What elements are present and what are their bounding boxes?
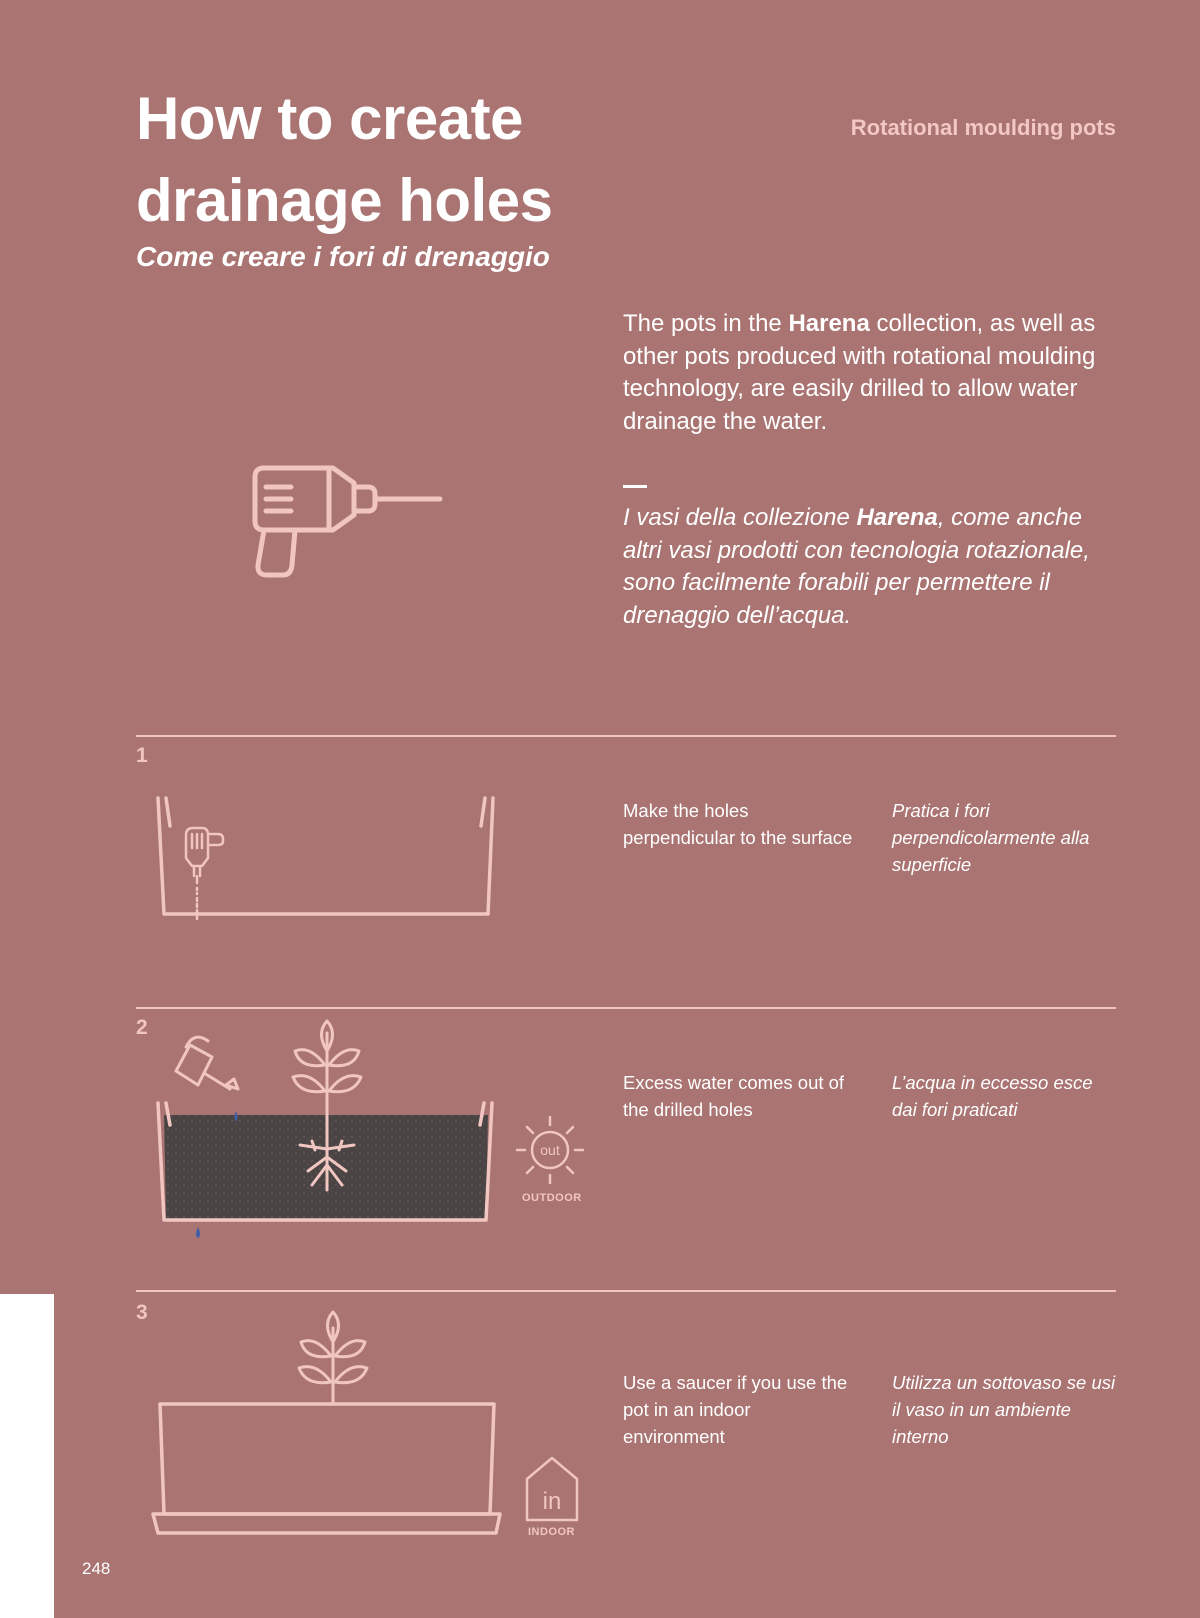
step-3-text-en: Use a saucer if you use the pot in an indoor environment — [623, 1372, 848, 1447]
step-2-number: 2 — [136, 1016, 148, 1039]
step-3-divider — [136, 1290, 1116, 1292]
page-edge — [0, 1294, 54, 1618]
step-2-text-en: Excess water comes out of the drilled holes — [623, 1072, 845, 1120]
house-icon-text: in — [542, 1488, 562, 1515]
intro-italian — [623, 502, 1123, 632]
small-drill-icon — [186, 828, 223, 920]
intro-english — [623, 308, 1123, 438]
sun-icon — [515, 1115, 585, 1185]
pot-with-soil — [158, 1103, 492, 1220]
intro-it-text-1: I vasi della collezione — [623, 504, 857, 531]
outdoor-label: OUTDOOR — [522, 1192, 582, 1204]
house-icon — [524, 1455, 580, 1523]
step-1-text-en: Make the holes perpendicular to the surface — [623, 800, 853, 848]
step-1-text-it: Pratica i fori perpendicolarmente alla superficie — [892, 800, 1090, 875]
pot-outline-icon — [160, 1404, 494, 1514]
drain-drop-icon — [196, 1227, 200, 1238]
intro-it-text-2: , come anche altri vasi prodotti con tecnologia rotazionale, sono facilmente forabili per permettere il drenaggio dell’acqua. — [623, 504, 1090, 629]
intro-it-brand: Harena — [856, 504, 938, 531]
step-3-number: 3 — [136, 1301, 148, 1324]
page-number: 248 — [82, 1559, 111, 1578]
step-2-divider — [136, 1007, 1116, 1009]
separator-dash — [623, 485, 647, 488]
intro-en-text-1: The pots in the — [623, 310, 789, 337]
page-title — [136, 78, 552, 242]
watering-can-icon — [176, 1037, 238, 1089]
step-2-illustration — [150, 1015, 500, 1240]
page-subtitle: Come creare i fori di drenaggio — [136, 241, 550, 272]
plant-icon — [299, 1312, 367, 1403]
step-1-illustration — [150, 790, 500, 920]
title-line-2: drainage holes — [136, 167, 553, 234]
drill-icon — [250, 465, 450, 580]
step-1-divider — [136, 735, 1116, 737]
step-2-text-it: L’acqua in eccesso esce dai fori praticati — [892, 1072, 1093, 1120]
step-3-illustration — [150, 1308, 510, 1538]
step-3-text-it: Utilizza un sottovaso se usi il vaso in un ambiente interno — [892, 1372, 1116, 1447]
indoor-label: INDOOR — [528, 1526, 575, 1538]
intro-en-brand: Harena — [788, 310, 870, 337]
section-tag: Rotational moulding pots — [850, 115, 1116, 140]
saucer-icon — [153, 1514, 500, 1533]
title-line-1: How to create — [136, 85, 523, 152]
sun-icon-text: out — [540, 1142, 560, 1158]
water-drop-icon — [235, 1111, 238, 1121]
step-1-number: 1 — [136, 744, 148, 767]
intro-en-text-2: collection, as well as other pots produced with rotational moulding technology, are easily drilled to allow water drainage the water. — [623, 310, 1096, 435]
